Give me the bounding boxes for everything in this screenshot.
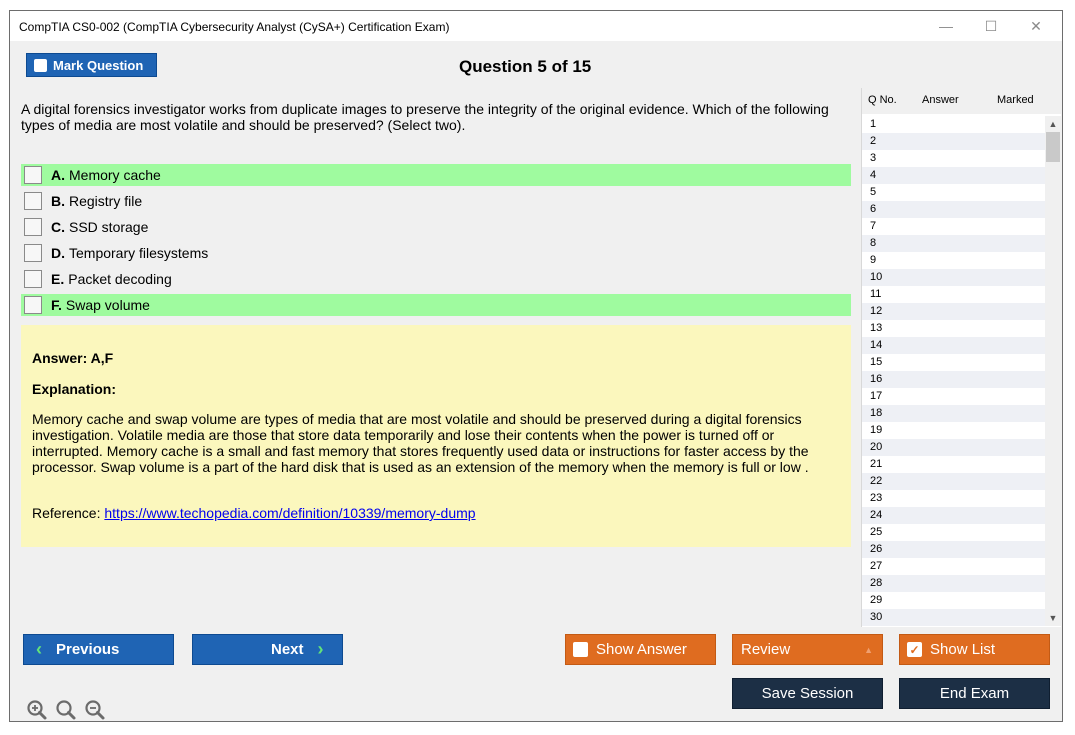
column-marked: Marked (997, 94, 1034, 106)
option-f[interactable] (21, 294, 851, 316)
question-list-row[interactable]: 25 (870, 526, 883, 538)
maximize-button[interactable]: ☐ (984, 18, 998, 34)
mark-checkbox-icon (34, 59, 47, 72)
question-list-row[interactable]: 10 (862, 269, 1045, 286)
dropdown-arrow-icon: ▲ (864, 644, 873, 655)
option-letter: F. (51, 297, 62, 313)
question-list-row[interactable]: 14 (862, 337, 1045, 354)
option-checkbox[interactable] (24, 244, 42, 262)
question-list-scrollbar[interactable] (1045, 116, 1061, 626)
option-text: SSD storage (69, 219, 149, 235)
review-dropdown[interactable] (732, 634, 883, 665)
question-list-row[interactable]: 17 (870, 390, 883, 402)
question-panel (10, 87, 860, 627)
footer-toolbar (10, 627, 1062, 721)
option-c[interactable] (21, 216, 851, 238)
question-list-row[interactable]: 13 (870, 322, 883, 334)
option-text: Registry file (69, 193, 143, 209)
question-list-row[interactable]: 22 (862, 473, 1045, 490)
next-label: Next (271, 641, 304, 658)
option-checkbox[interactable] (24, 296, 42, 314)
answer-line: Answer: A,F (32, 350, 114, 366)
zoom-out-icon[interactable] (84, 699, 106, 721)
zoom-reset-icon[interactable] (55, 699, 77, 721)
app-window (9, 10, 1063, 722)
option-checkbox[interactable] (24, 218, 42, 236)
show-answer-checkbox-icon (573, 642, 588, 657)
show-list-button[interactable] (899, 634, 1050, 665)
question-list-row[interactable]: 15 (870, 356, 883, 368)
chevron-right-icon: › (317, 639, 324, 659)
question-list-row[interactable]: 1 (870, 118, 877, 130)
minimize-button[interactable]: — (939, 18, 953, 34)
show-answer-label: Show Answer (596, 641, 687, 658)
question-list-row[interactable]: 26 (862, 541, 1045, 558)
column-qno: Q No. (868, 94, 897, 106)
question-list-row[interactable]: 5 (870, 186, 877, 198)
question-list-row[interactable]: 2 (862, 133, 1045, 150)
question-list-row[interactable]: 20 (862, 439, 1045, 456)
option-text: Swap volume (65, 297, 150, 313)
option-b[interactable] (21, 190, 851, 212)
question-text: A digital forensics investigator works from duplicate images to preserve the integrity of the original evidence. Which of the following types of media are most volatile and should be preserved? (Select two). (21, 101, 829, 133)
question-list-header (862, 88, 1062, 114)
option-e[interactable] (21, 268, 851, 290)
option-letter: D. (51, 245, 65, 261)
mark-question-label: Mark Question (53, 57, 144, 73)
question-list-row[interactable]: 9 (870, 254, 877, 266)
option-letter: B. (51, 193, 65, 209)
review-label: Review (741, 641, 791, 658)
question-list-row[interactable]: 8 (862, 235, 1045, 252)
option-a[interactable] (21, 164, 851, 186)
option-checkbox[interactable] (24, 166, 42, 184)
show-answer-button[interactable] (565, 634, 716, 665)
scroll-thumb[interactable] (1046, 132, 1060, 162)
question-list-row[interactable]: 12 (862, 303, 1045, 320)
answer-panel (21, 325, 851, 547)
save-session-button[interactable] (732, 678, 883, 709)
window-title: CompTIA CS0-002 (CompTIA Cybersecurity Analyst (CySA+) Certification Exam) (19, 20, 450, 34)
option-letter: C. (51, 219, 65, 235)
option-checkbox[interactable] (24, 270, 42, 288)
title-bar (10, 11, 1062, 41)
question-list-row[interactable]: 7 (870, 220, 877, 232)
option-letter: A. (51, 167, 65, 183)
previous-button[interactable] (23, 634, 174, 665)
reference (32, 505, 476, 521)
question-list-row[interactable]: 29 (870, 594, 883, 606)
show-list-label: Show List (930, 641, 996, 658)
question-list-row[interactable]: 21 (870, 458, 883, 470)
question-list-row[interactable]: 18 (862, 405, 1045, 422)
option-letter: E. (51, 271, 65, 287)
question-list-row[interactable]: 6 (862, 201, 1045, 218)
question-list-row[interactable]: 30 (862, 609, 1045, 626)
question-list-row[interactable]: 27 (870, 560, 883, 572)
option-text: Packet decoding (68, 271, 172, 287)
explanation-text: Memory cache and swap volume are types of media that are most volatile and should be preserved during a digital forensics investigation. Volatile media are those that store data temporarily and lose their contents when the power is turned off or interrupted. Memory cache is a small and fast memory that stores frequently used data or instructions for faster access by the processor. Swap volume is a part of the hard disk that is used as an extension of the memory when the memory is full or low . (32, 411, 809, 475)
reference-label: Reference: (32, 505, 105, 521)
reference-link[interactable]: https://www.techopedia.com/definition/10339/memory-dump (104, 505, 476, 521)
scroll-up-icon[interactable]: ▲ (1048, 119, 1058, 129)
question-list-row[interactable]: 16 (862, 371, 1045, 388)
next-button[interactable] (192, 634, 343, 665)
end-exam-button[interactable] (899, 678, 1050, 709)
end-exam-label: End Exam (939, 685, 1010, 702)
close-button[interactable]: ✕ (1030, 18, 1042, 34)
question-list-row[interactable]: 11 (870, 288, 882, 300)
zoom-in-icon[interactable] (26, 699, 48, 721)
mark-question-button[interactable] (26, 53, 157, 77)
option-d[interactable] (21, 242, 851, 264)
option-text: Temporary filesystems (69, 245, 209, 261)
previous-label: Previous (56, 641, 120, 658)
question-list-rows (862, 116, 1045, 626)
chevron-left-icon: ‹ (36, 639, 42, 659)
question-list-row[interactable]: 23 (870, 492, 883, 504)
scroll-down-icon[interactable]: ▼ (1048, 613, 1058, 623)
option-checkbox[interactable] (24, 192, 42, 210)
exam-header (10, 41, 1062, 87)
question-list (861, 88, 1061, 627)
save-session-label: Save Session (761, 685, 854, 702)
question-list-row[interactable]: 3 (870, 152, 877, 164)
question-counter: Question 5 of 15 (459, 57, 592, 76)
explanation-heading: Explanation: (32, 381, 117, 397)
question-list-row[interactable]: 28 (862, 575, 1045, 592)
show-list-checkbox-icon: ✓ (907, 642, 922, 657)
question-list-row[interactable]: 19 (870, 424, 883, 436)
option-text: Memory cache (69, 167, 161, 183)
question-list-row[interactable]: 4 (862, 167, 1045, 184)
question-list-row[interactable]: 24 (862, 507, 1045, 524)
column-answer: Answer (922, 94, 959, 106)
